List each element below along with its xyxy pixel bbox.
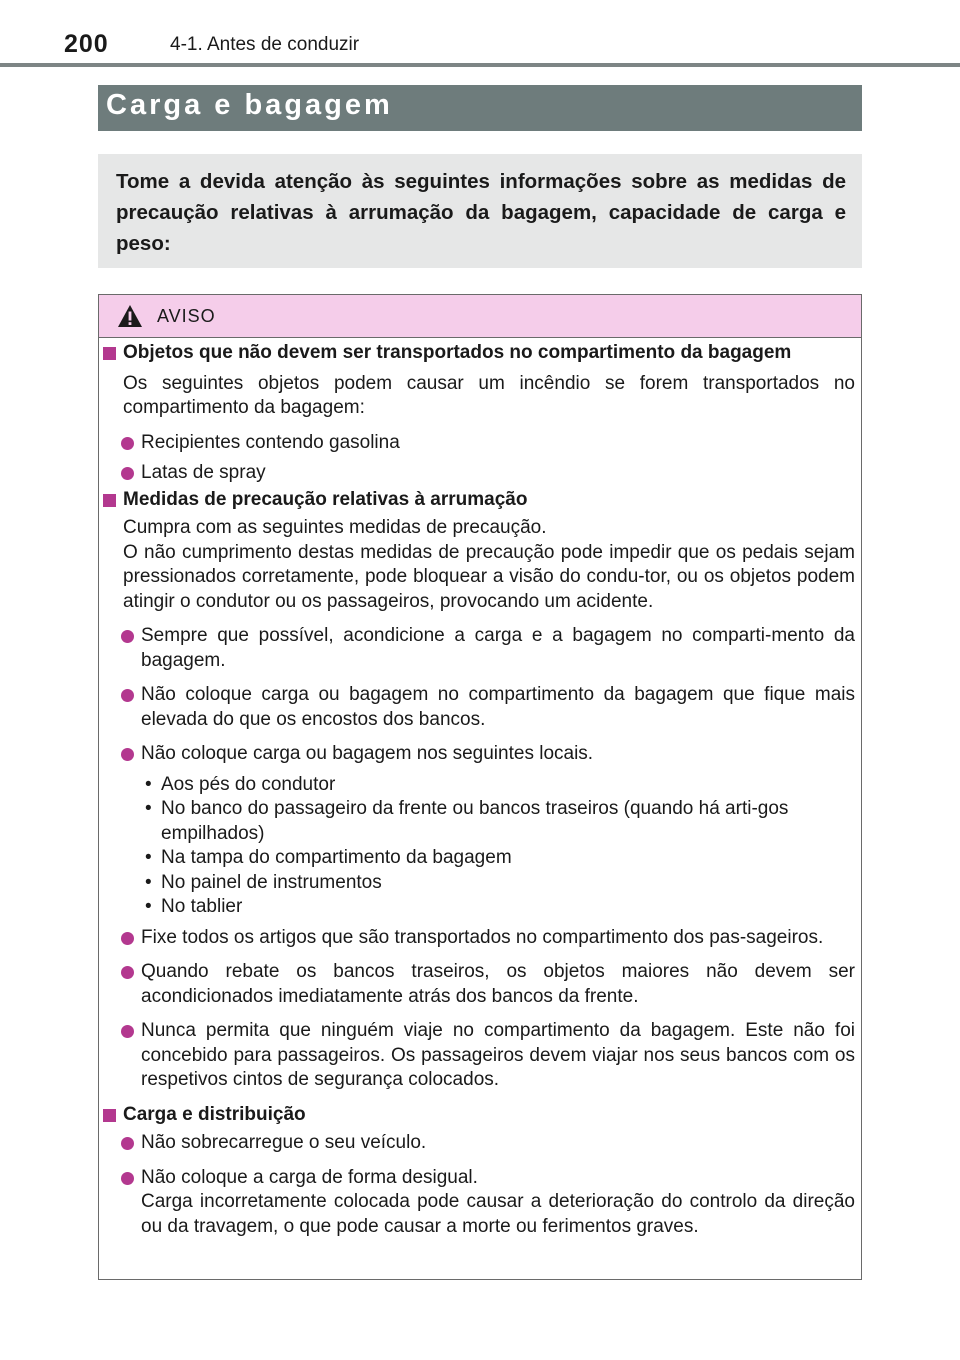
heading-objects: Objetos que não devem ser transportados no compartimento da bagagem (103, 341, 861, 366)
round-bullet-icon (121, 1025, 134, 1038)
list-item: Quando rebate os bancos traseiros, os objetos maiores não devem ser acondicionados imediatamente atrás dos bancos da frente. (121, 960, 855, 1009)
page-number: 200 (64, 30, 109, 58)
round-bullet-icon (121, 467, 134, 480)
list-item: Sempre que possível, acondicione a carga e a bagagem no comparti-mento da bagagem. (121, 624, 855, 673)
round-bullet-icon (121, 689, 134, 702)
list-item: Não coloque a carga de forma desigual. (121, 1166, 855, 1191)
page-header (0, 0, 960, 66)
round-bullet-icon (121, 630, 134, 643)
sub-list-item: • No tablier (145, 896, 243, 917)
warning-header (99, 295, 861, 338)
warning-label: AVISO (157, 306, 216, 326)
square-bullet-icon (103, 1109, 116, 1122)
round-bullet-icon (121, 748, 134, 761)
list-item: Recipientes contendo gasolina (121, 431, 855, 456)
list-item: Não coloque carga ou bagagem nos seguintes locais. (121, 742, 855, 767)
intro-text: Tome a devida atenção às seguintes informações sobre as medidas de precaução relativas à arrumação da bagagem, capacidade de carga e peso: (116, 170, 846, 255)
sub-list-item: • Na tampa do compartimento da bagagem (145, 847, 512, 868)
square-bullet-icon (103, 347, 116, 360)
header-rule (0, 63, 960, 67)
paragraph: Cumpra com as seguintes medidas de precaução. (123, 517, 547, 538)
sub-list-item: • No painel de instrumentos (145, 871, 382, 893)
list-item: Fixe todos os artigos que são transportados no compartimento dos pas-sageiros. (121, 926, 855, 951)
paragraph: Os seguintes objetos podem causar um incêndio se forem transportados no compartimento da bagagem: (123, 372, 855, 418)
list-item: Nunca permita que ninguém viaje no compartimento da bagagem. Este não foi concebido para passageiros. Os passageiros devem viajar nos seus bancos com os respetivos cintos de segurança colocados. (121, 1019, 855, 1093)
heading-load-distribution: Carga e distribuição (103, 1103, 861, 1128)
round-bullet-icon (121, 1172, 134, 1185)
square-bullet-icon (103, 494, 116, 507)
warning-box (98, 294, 862, 1280)
list-item: Não coloque carga ou bagagem no compartimento da bagagem que fique mais elevada do que os encostos dos bancos. (121, 683, 855, 732)
round-bullet-icon (121, 1137, 134, 1150)
list-item: Não sobrecarregue o seu veículo. (121, 1131, 855, 1156)
heading-precautions: Medidas de precaução relativas à arrumação (103, 488, 861, 513)
warning-body (99, 339, 861, 1239)
section-title: Carga e bagagem (106, 89, 393, 121)
paragraph: O não cumprimento destas medidas de precaução pode impedir que os pedais sejam pressionados corretamente, pode bloquear a visão do condu-tor, ou os objetos podem atingir o condutor ou os passageiros, provocando um acidente. (123, 541, 855, 612)
list-item: Latas de spray (121, 461, 855, 486)
sub-list-item: • No banco do passageiro da frente ou bancos traseiros (quando há arti-gos empilhados) (145, 798, 789, 844)
chapter-title: 4-1. Antes de conduzir (170, 34, 360, 55)
section-title-bar (98, 85, 862, 131)
round-bullet-icon (121, 437, 134, 450)
sub-list-item: • Aos pés do condutor (145, 773, 336, 795)
round-bullet-icon (121, 966, 134, 979)
round-bullet-icon (121, 932, 134, 945)
paragraph: Carga incorretamente colocada pode causar a deterioração do controlo da direção ou da travagem, o que pode causar a morte ou ferimentos graves. (141, 1191, 855, 1237)
warning-triangle-icon (117, 304, 143, 328)
intro-box (98, 154, 862, 268)
